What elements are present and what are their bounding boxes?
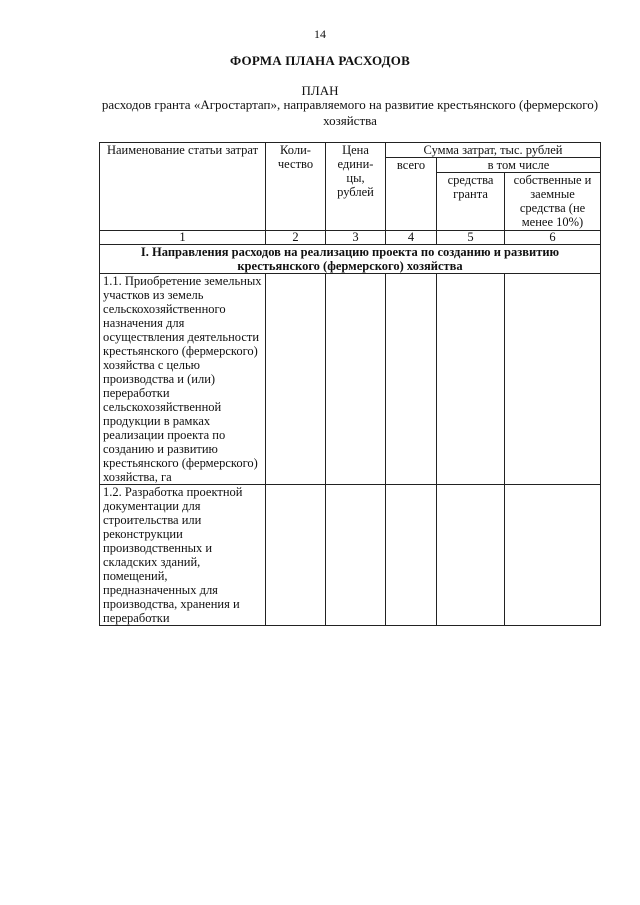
plan-subtitle: расходов гранта «Агростартап», направляемого на развитие крестьянского (фермерского) хозяйства	[101, 97, 599, 128]
header-quantity: Коли-чество	[266, 143, 326, 231]
column-number: 6	[505, 231, 601, 245]
item-name: 1.1. Приобретение земельных участков из земель сельскохозяйственного назначения для осуществления деятельности крестьянского (фермерского) хозяйства с целью производства и (или) переработки сельскохозяйственной продукции в рамках реализации проекта по созданию и развитию крестьянского (фермерского) хозяйства, га	[100, 274, 266, 485]
header-unit-price: Цена едини-цы, рублей	[326, 143, 386, 231]
plan-heading: ПЛАН	[301, 83, 339, 98]
header-total: всего	[386, 158, 437, 231]
cell-unit-price	[326, 485, 386, 626]
cell-own-funds	[505, 485, 601, 626]
cell-quantity	[266, 274, 326, 485]
header-item-name: Наименование статьи затрат	[100, 143, 266, 231]
cell-quantity	[266, 485, 326, 626]
column-number: 5	[437, 231, 505, 245]
header-grant-funds: средства гранта	[437, 173, 505, 231]
expense-plan-table	[99, 142, 601, 626]
column-number: 3	[326, 231, 386, 245]
form-title: ФОРМА ПЛАНА РАСХОДОВ	[230, 53, 410, 68]
column-number: 2	[266, 231, 326, 245]
cell-own-funds	[505, 274, 601, 485]
section-title: I. Направления расходов на реализацию проекта по созданию и развитию крестьянского (фермерского) хозяйства	[100, 245, 601, 274]
column-number: 4	[386, 231, 437, 245]
cell-total	[386, 274, 437, 485]
table-row	[100, 485, 601, 626]
item-name: 1.2. Разработка проектной документации для строительства или реконструкции производственных и складских зданий, помещений, предназначенных для производства, хранения и переработки	[100, 485, 266, 626]
table-row	[100, 274, 601, 485]
header-own-funds: собственные и заемные средства (не менее 10%)	[505, 173, 601, 231]
cell-grant-funds	[437, 485, 505, 626]
cell-grant-funds	[437, 274, 505, 485]
header-total-group: Сумма затрат, тыс. рублей	[386, 143, 601, 158]
page-number: 14	[314, 27, 326, 41]
cell-total	[386, 485, 437, 626]
header-including: в том числе	[437, 158, 601, 173]
column-number: 1	[100, 231, 266, 245]
cell-unit-price	[326, 274, 386, 485]
